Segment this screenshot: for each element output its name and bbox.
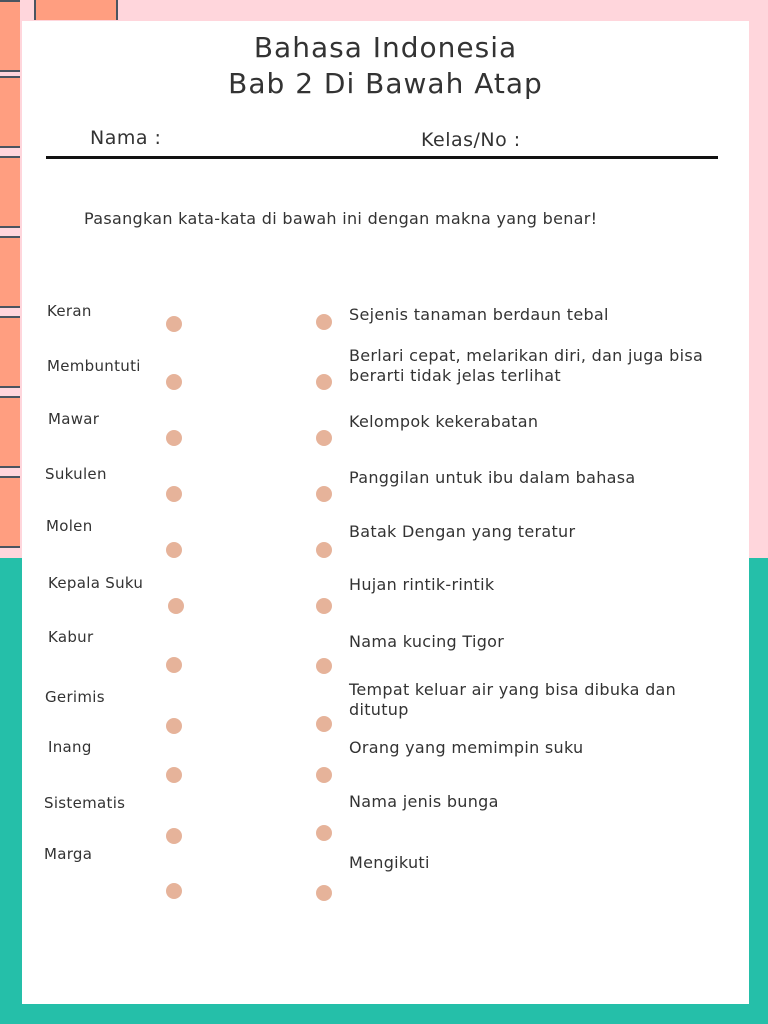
right-match-dot[interactable] [316, 825, 332, 841]
class-label: Kelas/No : [421, 129, 521, 151]
right-meaning: Panggilan untuk ibu dalam bahasa [349, 468, 636, 487]
brick [0, 76, 20, 148]
right-meaning: Sejenis tanaman berdaun tebal [349, 305, 609, 324]
right-match-dot[interactable] [316, 716, 332, 732]
brick [0, 316, 20, 388]
left-match-dot[interactable] [166, 828, 182, 844]
left-word: Kabur [48, 628, 94, 646]
left-match-dot[interactable] [166, 486, 182, 502]
right-match-dot[interactable] [316, 430, 332, 446]
right-match-dot[interactable] [316, 374, 332, 390]
left-match-dot[interactable] [168, 598, 184, 614]
left-word: Sukulen [45, 465, 107, 483]
left-word: Keran [47, 302, 92, 320]
right-match-dot[interactable] [316, 658, 332, 674]
left-match-dot[interactable] [166, 767, 182, 783]
right-meaning: Batak Dengan yang teratur [349, 522, 576, 541]
right-match-dot[interactable] [316, 542, 332, 558]
worksheet-page [22, 21, 749, 1004]
right-match-dot[interactable] [316, 767, 332, 783]
left-word: Mawar [48, 410, 100, 428]
brick [0, 236, 20, 308]
left-match-dot[interactable] [166, 316, 182, 332]
left-word: Kepala Suku [48, 574, 144, 592]
right-match-dot[interactable] [316, 598, 332, 614]
left-match-dot[interactable] [166, 718, 182, 734]
right-meaning: Hujan rintik-rintik [349, 575, 495, 594]
right-meaning: Berlari cepat, melarikan diri, dan juga bisa berarti tidak jelas terlihat [349, 346, 704, 385]
page-title: Bahasa Indonesia [253, 31, 518, 64]
brick [0, 0, 20, 72]
right-match-dot[interactable] [316, 486, 332, 502]
right-match-dot[interactable] [316, 885, 332, 901]
instruction-text: Pasangkan kata-kata di bawah ini dengan makna yang benar! [84, 209, 598, 228]
left-word: Membuntuti [47, 357, 141, 375]
name-label: Nama : [90, 127, 162, 149]
left-match-dot[interactable] [166, 374, 182, 390]
left-word: Gerimis [45, 688, 105, 706]
right-meaning: Kelompok kekerabatan [349, 412, 539, 431]
left-word: Marga [44, 845, 93, 863]
left-word: Sistematis [44, 794, 126, 812]
left-match-dot[interactable] [166, 430, 182, 446]
right-meaning: Nama jenis bunga [349, 792, 499, 811]
right-meaning: Orang yang memimpin suku [349, 738, 584, 757]
left-match-dot[interactable] [166, 542, 182, 558]
right-meaning: Tempat keluar air yang bisa dibuka dan ditutup [349, 680, 677, 719]
brick [0, 156, 20, 228]
header-divider [46, 156, 718, 159]
page-subtitle: Bab 2 Di Bawah Atap [228, 67, 543, 100]
right-match-dot[interactable] [316, 314, 332, 330]
brick [0, 396, 20, 468]
brick-top [34, 0, 118, 20]
left-match-dot[interactable] [166, 883, 182, 899]
left-word: Molen [46, 517, 93, 535]
left-word: Inang [48, 738, 92, 756]
right-meaning: Nama kucing Tigor [349, 632, 505, 651]
right-meaning: Mengikuti [349, 853, 430, 872]
left-match-dot[interactable] [166, 657, 182, 673]
brick [0, 476, 20, 548]
